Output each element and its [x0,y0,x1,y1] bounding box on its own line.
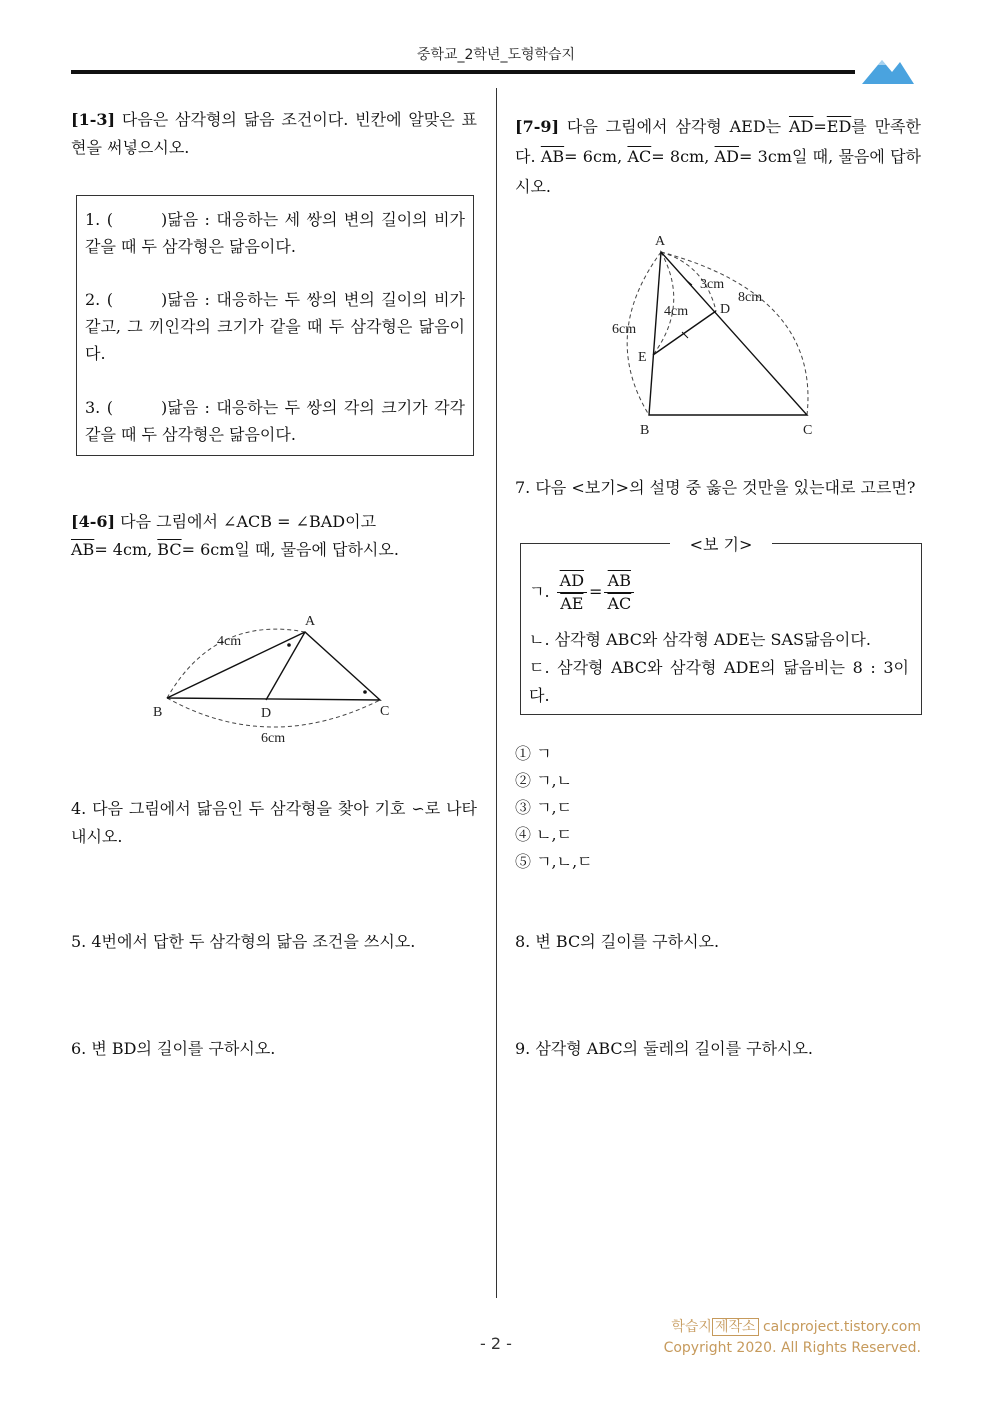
q1-item-2: 2. ( )닮음 : 대응하는 두 쌍의 변의 길이의 비가 같고, 그 끼인각의 크기가 같을 때 두 삼각형은 닮음이다. [85,290,465,363]
brand-box: 제작소 [712,1318,759,1336]
arc-bc [167,698,380,727]
angle-mark-bad [287,643,291,647]
choice-3[interactable]: ③ ㄱ,ㄷ [515,798,573,817]
choice-4[interactable]: ④ ㄴ,ㄷ [515,825,573,844]
figure-triangle-abc-1 [145,605,405,750]
bogi-title: <보 기> [670,535,773,554]
q1-3-intro [71,106,477,162]
q7-9-tag: [7-9] [515,117,560,136]
label-e: E [638,350,647,365]
q1-3-tag: [1-3] [71,110,116,129]
q4-6-tag: [4-6] [71,512,116,531]
choice-1[interactable]: ① ㄱ [515,744,552,763]
q1-item-1: 1. ( )닮음 : 대응하는 세 쌍의 변의 길이의 비가 같을 때 두 삼각형은 닮음이다. [85,210,465,256]
question-7: 7. 다음 <보기>의 설명 중 옳은 것만을 있는대로 고르면? [515,478,916,497]
label-b: B [640,423,650,438]
label-a: A [655,234,666,249]
triangle-abc [167,632,380,700]
q7-choices [515,740,593,875]
page-header-title: 중학교_2학년_도형학습지 [416,47,576,63]
bogi-d: ㄷ. 삼각형 ABC와 삼각형 ADE의 닮음비는 8 : 3이다. [529,658,909,705]
question-9: 9. 삼각형 ABC의 둘레의 길이를 구하시오. [515,1039,814,1058]
mountain-logo-icon [862,54,914,86]
footer-site-link[interactable]: calcproject.tistory.com [758,1319,921,1335]
label-d: D [261,706,272,721]
fraction-ab-ac: $\frac{\overline{AB}}{AC}$ [604,570,634,615]
label-c: C [803,423,813,438]
figure-triangle-abc-2 [600,225,840,445]
footer-brand: 학습지 제작소 calcproject.tistory.com [671,1319,921,1335]
q1-item-3: 3. ( )닮음 : 대응하는 두 쌍의 각의 크기가 각각 같을 때 두 삼각형은 닮음이다. [85,398,465,444]
fraction-ad-ae: $\frac{\overline{AD}}{AE}$ [557,570,587,615]
question-5: 5. 4번에서 답한 두 삼각형의 닮음 조건을 쓰시오. [71,932,416,951]
label-d: D [720,302,731,317]
q4-6-intro: [4-6] 다음 그림에서 ∠ACB = ∠BAD이고 $\overline{AB}= 4cm$, $\overline{BC}= 6cm$일 때, 물음에 답하시오. [71,512,399,559]
column-divider [496,88,497,1298]
bogi-n: ㄴ. 삼각형 ABC와 삼각형 ADE는 SAS닮음이다. [529,630,871,649]
bogi-box [520,535,922,715]
choice-5[interactable]: ⑤ ㄱ,ㄴ,ㄷ [515,852,593,871]
segment-ad [266,632,305,700]
label-a: A [305,614,316,629]
label-ab-length: 4cm [217,634,242,649]
choice-2[interactable]: ② ㄱ,ㄴ [515,771,573,790]
label-b: B [153,705,163,720]
question-8: 8. 변 BC의 길이를 구하시오. [515,932,720,951]
label-ae-length: 4cm [664,304,689,319]
label-ad-length: 3cm [700,277,725,292]
footer-copyright: Copyright 2020. All Rights Reserved. [663,1340,921,1356]
question-6: 6. 변 BD의 길이를 구하시오. [71,1039,276,1058]
angle-mark-acb [363,690,367,694]
q1-3-intro-text: 다음은 삼각형의 닮음 조건이다. 빈칸에 알맞은 표현을 써넣으시오. [71,110,477,157]
page-number: - 2 - [480,1334,512,1353]
bogi-g: ㄱ. $\frac{\overline{AD}}{AE}$ = $\frac{\overline{AB}}{AC}$ [529,570,917,615]
label-c: C [380,704,390,719]
q7-9-intro: [7-9] 다음 그림에서 삼각형 AED는 $\overline{AD}=\overline{ED}$를 만족한다. $\overline{AB}= 6cm$, $\overline{AC}= 8cm$, $\overline{AD}= 3cm$일 때, 물음에 답하시오. [515,117,921,196]
question-4: 4. 다음 그림에서 닮음인 두 삼각형을 찾아 기호 ∽로 나타내시오. [71,799,477,846]
label-ab-length: 6cm [612,322,637,337]
triangle-abc [649,252,807,415]
label-bc-length: 6cm [261,731,286,746]
header-rule [71,70,855,74]
q1-3-box [76,195,474,456]
label-ac-length: 8cm [738,290,763,305]
